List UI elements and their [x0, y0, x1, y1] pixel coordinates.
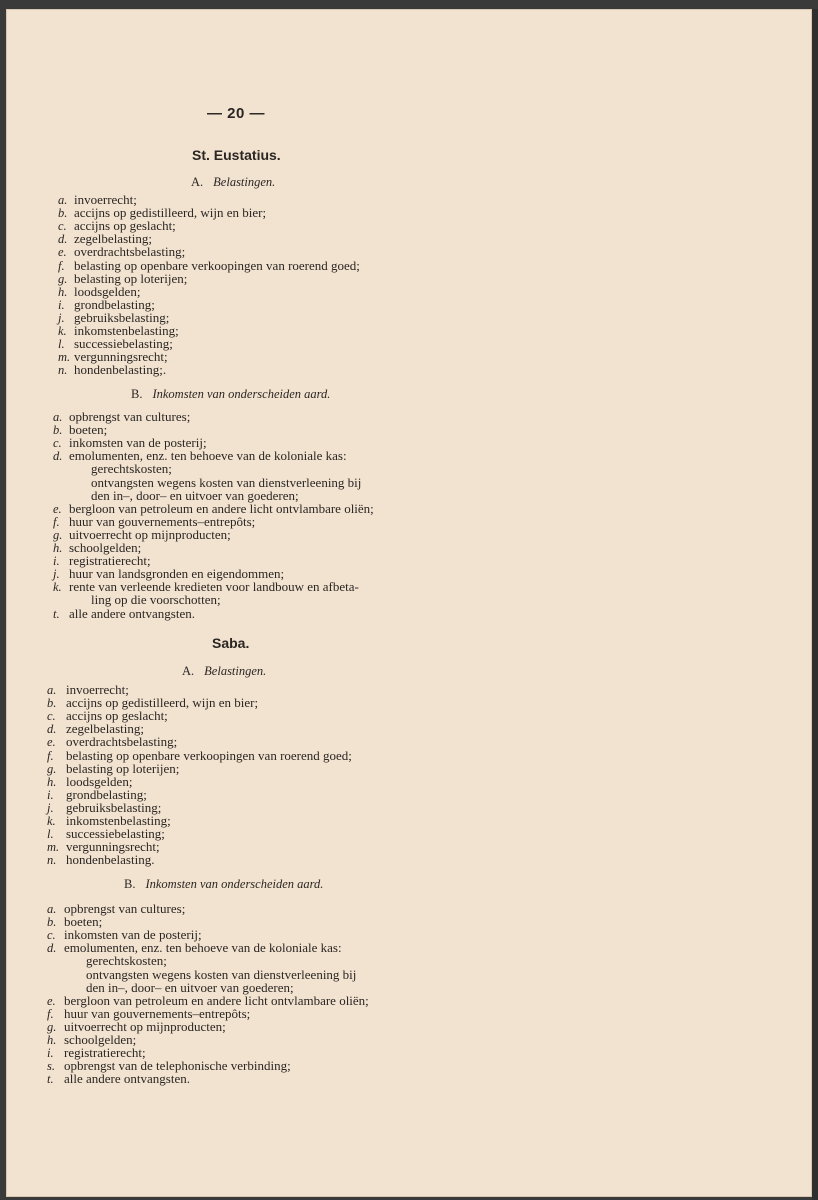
list-item-text: opbrengst van cultures; [69, 409, 191, 424]
list-item-letter: g. [47, 1019, 57, 1034]
list-item-text: accijns op gedistilleerd, wijn en bier; [66, 695, 259, 711]
list-item-text: grondbelasting; [66, 786, 147, 802]
list-item-letter: i. [53, 554, 60, 569]
list-item-letter: h. [53, 541, 63, 555]
list-item-letter: e. [47, 735, 56, 750]
list-item-letter: j. [53, 567, 60, 582]
list-item-letter: g. [58, 271, 68, 286]
list-item-text: inkomsten van de posterij; [64, 927, 202, 943]
list-item-text: belasting op loterijen; [66, 760, 180, 776]
list-item-letter: d. [58, 232, 68, 247]
list-item-text: bergloon van petroleum en andere licht ontvlambare oliën; [69, 500, 374, 516]
list-item-continuation: ling op die voorschotten; [91, 592, 221, 608]
list-item [58, 363, 166, 377]
heading-inkomsten [124, 877, 323, 892]
heading-text: Belastingen. [204, 664, 267, 678]
list-item-text: gebruiksbelasting; [74, 309, 170, 325]
list-item-text: grondbelasting; [74, 296, 155, 312]
list-item-text: successiebelasting; [66, 826, 165, 842]
list-item-text: bergloon van petroleum en andere licht ontvlambare oliën; [64, 992, 369, 1008]
list-item-text: vergunningsrecht; [74, 349, 168, 365]
list-item-letter: l. [58, 337, 65, 352]
list-item-text: overdrachtsbelasting; [66, 734, 178, 750]
page-number: — 20 — [206, 105, 266, 122]
list-item-continuation: ontvangsten wegens kosten van dienstverleening bij [86, 966, 357, 982]
list-item-letter: k. [47, 814, 56, 828]
list-item-text: invoerrecht; [74, 192, 137, 207]
list-item-letter: b. [47, 915, 57, 930]
list-item-continuation: gerechtskosten; [86, 953, 167, 969]
list-item-text: belasting op loterijen; [74, 270, 188, 286]
list-item-letter: g. [53, 527, 63, 542]
list-item-text: emolumenten, enz. ten behoeve van de koloniale kas: [69, 448, 347, 464]
list-item-letter: m. [58, 350, 71, 365]
list-item-letter: t. [53, 606, 60, 621]
heading-letter: B. [124, 877, 136, 891]
list-item-letter: j. [58, 310, 65, 325]
heading-belastingen [182, 664, 266, 679]
page-edge [812, 9, 818, 1200]
list-item-letter: i. [47, 1046, 54, 1061]
list-item-continuation: gerechtskosten; [91, 461, 172, 477]
list-item [47, 853, 154, 867]
list-item-letter: c. [47, 709, 56, 724]
list-item-text: opbrengst van de telephonische verbinding; [64, 1058, 291, 1074]
list-item-letter: e. [58, 245, 67, 260]
list-item-letter: d. [47, 941, 57, 956]
list-item-text: accijns op geslacht; [66, 708, 168, 724]
heading-letter: A. [182, 664, 195, 678]
list-item-text: inkomstenbelasting; [74, 323, 179, 338]
list-item-text: boeten; [64, 914, 103, 930]
list-item-letter: k. [53, 580, 62, 595]
list-item-text: uitvoerrecht op mijnproducten; [69, 526, 231, 542]
list-item-text: overdrachtsbelasting; [74, 244, 186, 260]
list-item-text: gebruiksbelasting; [66, 799, 162, 815]
list-item-text: alle andere ontvangsten. [69, 605, 195, 621]
list-item-letter: t. [47, 1072, 54, 1087]
list-item-text: alle andere ontvangsten. [64, 1071, 190, 1087]
list-item-text: loodsgelden; [74, 283, 141, 299]
list-item-letter: n. [47, 853, 57, 868]
list-item-text: belasting op openbare verkoopingen van roerend goed; [66, 747, 352, 763]
list-item-letter: i. [58, 297, 65, 312]
list-item-letter: f. [47, 1006, 54, 1021]
heading-inkomsten [131, 387, 330, 402]
list-item-letter: n. [58, 363, 68, 378]
list-item-continuation: ontvangsten wegens kosten van dienstverleening bij [91, 474, 362, 490]
heading-text: Inkomsten van onderscheiden aard. [152, 387, 331, 401]
heading-belastingen [191, 175, 275, 190]
list-item-text: inkomsten van de posterij; [69, 435, 207, 451]
list-item-text: invoerrecht; [66, 682, 129, 697]
list-item-letter: a. [47, 902, 57, 916]
list-item-letter: g. [47, 761, 57, 776]
section-title-st-eustatius: St. Eustatius. [192, 147, 281, 163]
list-item-letter: b. [58, 206, 68, 221]
list-item-letter: e. [47, 993, 56, 1008]
document-page [6, 9, 812, 1197]
heading-letter: A. [191, 175, 204, 189]
list-item-text: boeten; [69, 422, 108, 438]
list-item-letter: b. [53, 423, 63, 438]
list-item-letter: b. [47, 696, 57, 711]
list-item-text: huur van landsgronden en eigendommen; [69, 566, 285, 582]
list-item-letter: h. [47, 1033, 57, 1047]
list-item-letter: a. [53, 410, 63, 424]
list-item-text: registratierecht; [64, 1045, 146, 1061]
list-item-text: hondenbelasting;. [74, 362, 167, 378]
list-item-text: huur van gouvernements–entrepôts; [69, 513, 256, 529]
list-item-text: huur van gouvernements–entrepôts; [64, 1005, 251, 1021]
list-item-letter: s. [47, 1059, 55, 1074]
list-item-text: opbrengst van cultures; [64, 901, 186, 916]
list-item-letter: f. [53, 514, 60, 529]
list-item-letter: c. [47, 928, 56, 943]
list-item-text: rente van verleende kredieten voor landbouw en afbeta- [69, 579, 359, 595]
list-item-text: successiebelasting; [74, 336, 173, 352]
list-item-text: loodsgelden; [66, 773, 133, 789]
list-item-text: inkomstenbelasting; [66, 813, 171, 828]
heading-letter: B. [131, 387, 143, 401]
heading-text: Belastingen. [213, 175, 276, 189]
heading-text: Inkomsten van onderscheiden aard. [145, 877, 324, 891]
list-item-text: schoolgelden; [64, 1032, 137, 1047]
list-item-text: hondenbelasting. [66, 852, 155, 868]
list-item [53, 607, 195, 621]
list-item-letter: m. [47, 840, 60, 855]
list-item-letter: k. [58, 324, 67, 338]
list-item-text: emolumenten, enz. ten behoeve van de koloniale kas: [64, 940, 342, 956]
list-item-continuation: den in–, door– en uitvoer van goederen; [86, 979, 294, 995]
list-item-text: uitvoerrecht op mijnproducten; [64, 1018, 226, 1034]
list-item-letter: f. [58, 258, 65, 273]
list-item-letter: l. [47, 827, 54, 842]
list-item-text: vergunningsrecht; [66, 839, 160, 855]
list-item-text: schoolgelden; [69, 540, 142, 555]
list-item-letter: d. [53, 449, 63, 464]
list-item-letter: h. [47, 774, 57, 789]
list-item-letter: a. [47, 683, 57, 697]
section-title-saba: Saba. [212, 635, 250, 651]
list-item-letter: d. [47, 722, 57, 737]
list-item-letter: e. [53, 501, 62, 516]
list-item-letter: a. [58, 193, 68, 207]
list-item-text: accijns op geslacht; [74, 218, 176, 234]
list-item-letter: h. [58, 284, 68, 299]
list-item-text: zegelbelasting; [74, 231, 152, 247]
list-item-text: zegelbelasting; [66, 721, 144, 737]
list-item [47, 1072, 190, 1086]
list-item-text: registratierecht; [69, 553, 151, 569]
list-item-letter: c. [53, 436, 62, 451]
list-item-letter: c. [58, 219, 67, 234]
list-item-text: belasting op openbare verkoopingen van roerend goed; [74, 257, 360, 273]
list-item-continuation: den in–, door– en uitvoer van goederen; [91, 487, 299, 503]
list-item-letter: f. [47, 748, 54, 763]
list-item-text: accijns op gedistilleerd, wijn en bier; [74, 205, 267, 221]
list-item-letter: i. [47, 787, 54, 802]
list-item-letter: j. [47, 800, 54, 815]
